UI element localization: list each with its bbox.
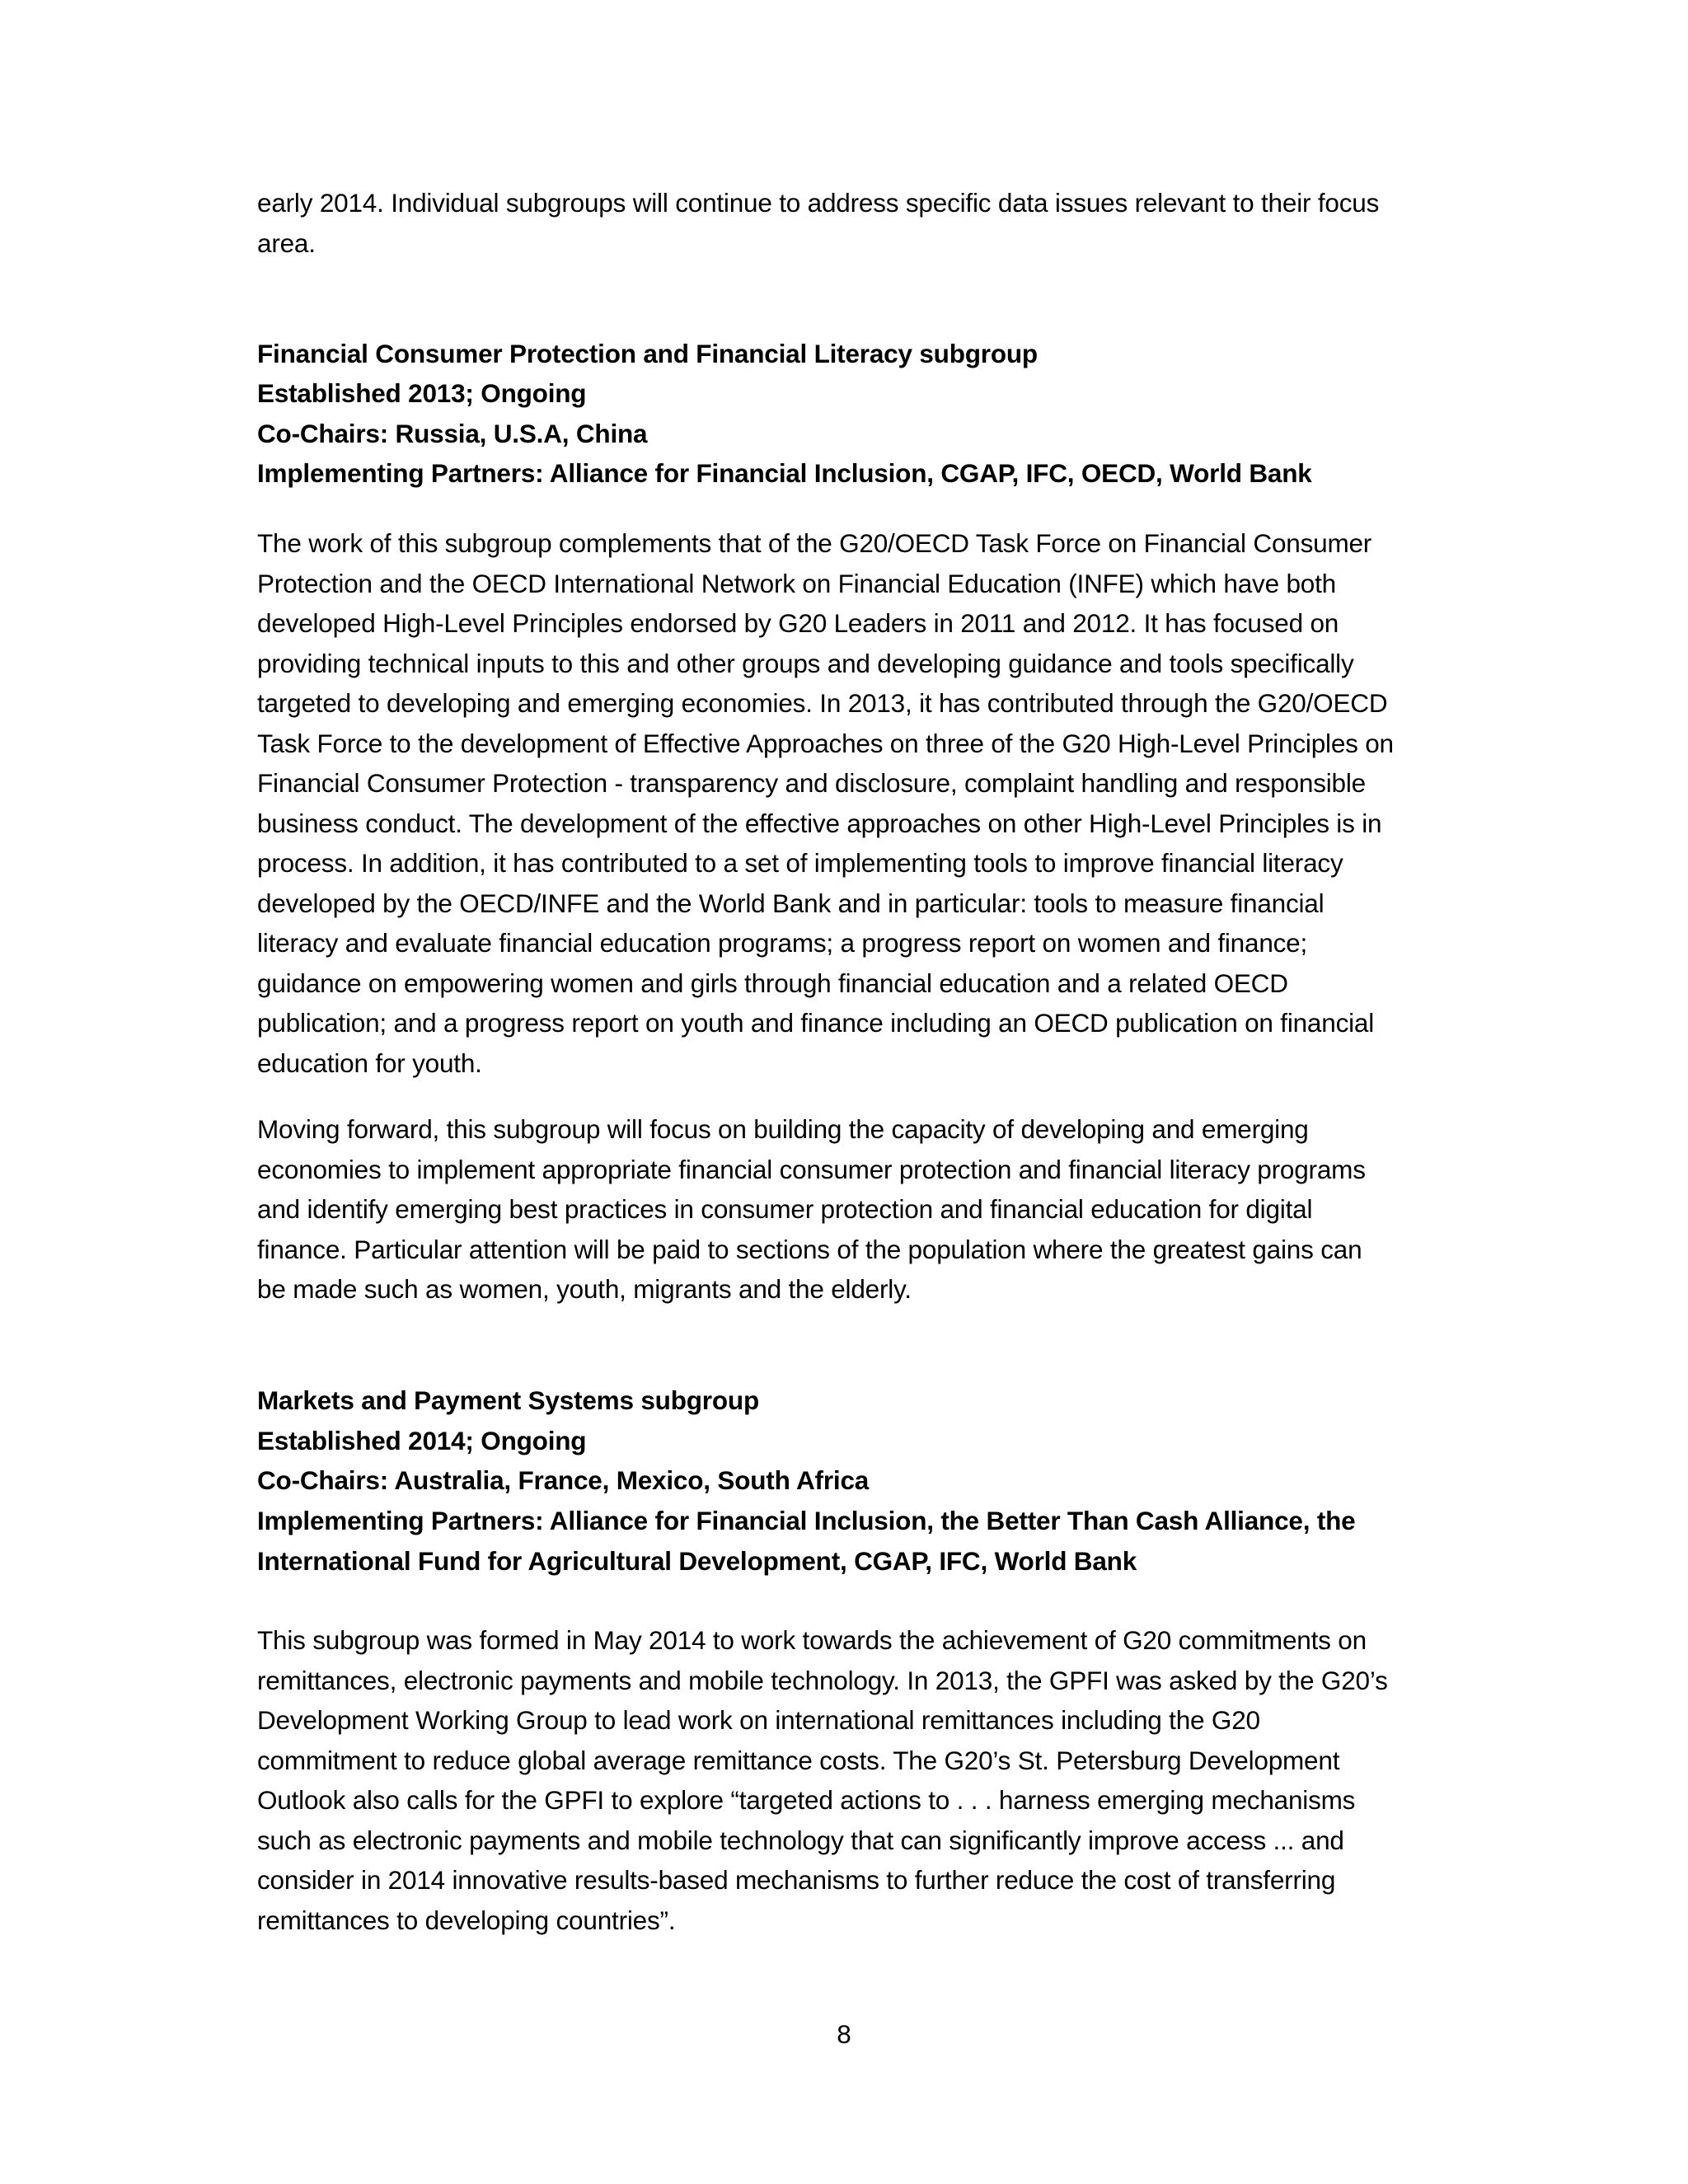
section1-paragraph2: Moving forward, this subgroup will focus on building the capacity of developing and emerging economies to implement appropriate financial consumer protection and financial literacy programs and identify emerging best practices in consumer protection and financial education for digital finance. Particular attention will be paid to sections of the population where the greatest gains can be made such as women, youth, migrants and the elderly. — [257, 1114, 1366, 1304]
intro-paragraph: early 2014. Individual subgroups will continue to address specific data issues relevant to their focus area. — [257, 188, 1380, 258]
section1-paragraph1: The work of this subgroup complements that of the G20/OECD Task Force on Financial Consumer Protection and the OECD International Network on Financial Education (INFE) which have both developed High-Level Principles endorsed by G20 Leaders in 2011 and 2012. It has focused on providing technical inputs to this and other groups and developing guidance and tools specifically targeted to developing and emerging economies. In 2013, it has contributed through the G20/OECD Task Force to the development of Effective Approaches on three of the G20 High-Level Principles on Financial Consumer Protection - transparency and disclosure, complaint handling and responsible business conduct. The development of the effective approaches on other High-Level Principles is in process. In addition, it has contributed to a set of implementing tools to improve financial literacy developed by the OECD/INFE and the World Bank and in particular: tools to measure financial literacy and evaluate financial education programs; a progress report on women and finance; guidance on empowering women and girls through financial education and a related OECD publication; and a progress report on youth and finance including an OECD publication on financial education for youth. — [257, 528, 1394, 1078]
section2-established: Established 2014; Ongoing — [257, 1426, 587, 1455]
section2-partners: Implementing Partners: Alliance for Financial Inclusion, the Better Than Cash Alliance, the International Fund for Agricultural Development, CGAP, IFC, World Bank — [257, 1506, 1356, 1576]
section1-cochairs: Co-Chairs: Russia, U.S.A, China — [257, 419, 648, 448]
page-number: 8 — [837, 2019, 851, 2049]
section1-established: Established 2013; Ongoing — [257, 378, 587, 408]
section2-paragraph1: This subgroup was formed in May 2014 to work towards the achievement of G20 commitments on remittances, electronic payments and mobile technology. In 2013, the GPFI was asked by the G20’s Development Working Group to lead work on international remittances including the G20 commitment to reduce global average remittance costs. The G20’s St. Petersburg Development Outlook also calls for the GPFI to explore “targeted actions to . . . harness emerging mechanisms such as electronic payments and mobile technology that can significantly improve access ... and consider in 2014 innovative results-based mechanisms to further reduce the cost of transferring remittances to developing countries”. — [257, 1625, 1388, 1935]
section1-partners: Implementing Partners: Alliance for Financial Inclusion, CGAP, IFC, OECD, World Bank — [257, 458, 1312, 488]
section2-cochairs: Co-Chairs: Australia, France, Mexico, South Africa — [257, 1465, 870, 1495]
section2-title: Markets and Payment Systems subgroup — [257, 1385, 759, 1415]
section1-title: Financial Consumer Protection and Financial Literacy subgroup — [257, 339, 1038, 368]
